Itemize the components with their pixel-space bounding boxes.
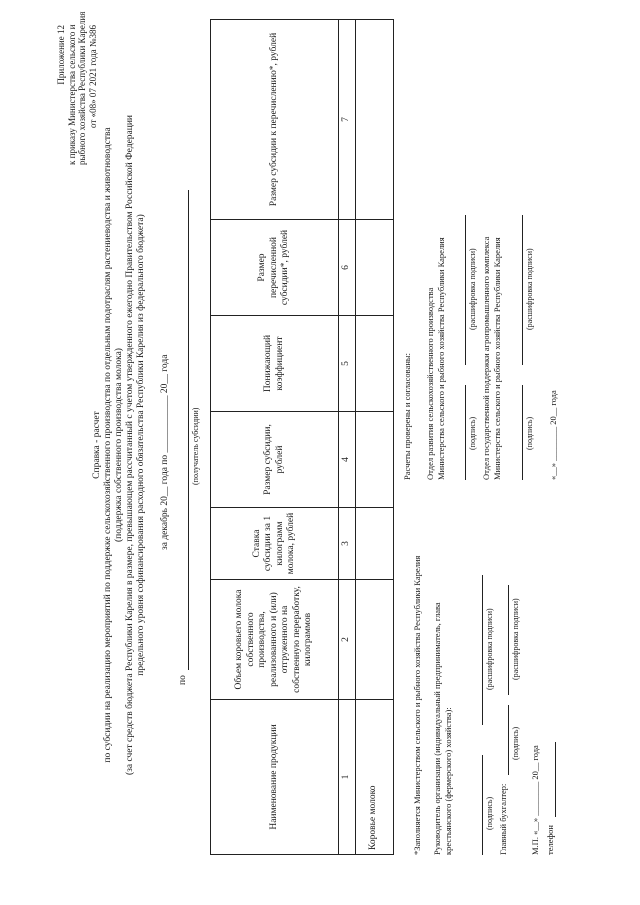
dept1-decode-line [465, 215, 466, 365]
dept2-decode-line [522, 215, 523, 365]
col-number: 4 [339, 412, 356, 508]
subsidy-table [210, 19, 394, 855]
appendix-line-4: от «08» 07 2021 года №386 [87, 25, 98, 128]
table-row [355, 20, 393, 855]
table-cell [355, 220, 393, 316]
accountant-decode-caption: (расшифровка подписи) [511, 598, 520, 680]
col-number: 1 [339, 700, 356, 855]
dept1-sign-line [465, 385, 466, 480]
head-label-2: крестьянского (фермерского) хозяйства): [443, 707, 453, 855]
left-signature-block [432, 602, 454, 855]
appendix-line-2: к приказу Министерства сельского и [66, 24, 77, 165]
header-product: Наименование продукции [211, 700, 339, 855]
accountant-sign-line [508, 705, 509, 775]
checked-label: Расчеты проверены и согласованы: [402, 353, 412, 480]
recipient-caption: (получатель субсидии) [191, 407, 200, 485]
head-sign-caption: (подпись) [485, 796, 494, 830]
appendix-line-1: Приложение 12 [56, 25, 66, 85]
table-cell [355, 580, 393, 700]
header-to-transfer: Размер субсидии к перечислению*, рублей [211, 20, 339, 220]
title-line-2: по субсидии на реализацию мероприятий по поддержке сельскохозяйственного производства по отдельным подотраслям растениеводства и животноводства [103, 127, 113, 763]
accountant-sign-caption: (подпись) [511, 726, 520, 760]
appendix-line-3: рыбного хозяйства Республики Карелия [77, 11, 87, 165]
dept2-label: Отдел государственной поддержки агропромышленного комплекса [481, 236, 491, 480]
table-cell [355, 508, 393, 580]
col-number: 2 [339, 580, 356, 700]
title-block [92, 45, 147, 845]
title-line-5: предельного уровня софинансирования расходного обязательства Республики Карелия из федерального бюджета) [136, 214, 146, 676]
header-transferred: Размер перечисленной субсидии*, рублей [211, 220, 339, 316]
col-number: 7 [339, 20, 356, 220]
header-rate: Ставка субсидии за 1 килограмм молока, рублей [211, 508, 339, 580]
col-number: 6 [339, 220, 356, 316]
table-cell [355, 316, 393, 412]
head-decode-caption: (расшифровка подписи) [485, 608, 494, 690]
ministry1-label: Министерства сельского и рыбного хозяйства Республики Карелия [436, 237, 446, 480]
dept2-sign-line [522, 385, 523, 480]
recipient-line [188, 190, 189, 670]
phone-line [555, 742, 556, 817]
period-line: за декабрь 20__ года по ____________ 20__ года [160, 354, 170, 550]
header-subsidy-size: Размер субсидии, рублей [211, 412, 339, 508]
head-label-1: Руководитель организации (индивидуальный предприниматель, глава [432, 602, 442, 855]
header-coefficient: Понижающий коэффициент [211, 316, 339, 412]
col-number: 3 [339, 508, 356, 580]
dept1-decode-caption: (расшифровка подписи) [468, 248, 477, 330]
col-number: 5 [339, 316, 356, 412]
table-header-row [211, 20, 339, 855]
stamp-date: М.П. «__» ________ 20__ года [530, 745, 540, 855]
table-number-row [339, 20, 356, 855]
header-volume: Объем коровьего молока собственного производства, реализованного и (или) отгруженного на собственную переработку, килограммов [211, 580, 339, 700]
table-cell [355, 20, 393, 220]
title-line-4: (за счет средств бюджета Республики Карелия в размере, превышающем рассчитанный с учетом утвержденного ежегодно Правительством Российской Федерации [125, 115, 135, 776]
phone-label: телефон [545, 825, 555, 855]
accountant-decode-line [508, 585, 509, 695]
dept2-sign-caption: (подпись) [525, 416, 534, 450]
title-line-1: Справка - расчет [92, 411, 102, 479]
dept2-block [481, 237, 503, 480]
recipient-to: по [178, 675, 188, 685]
dept1-sign-caption: (подпись) [468, 416, 477, 450]
product-cell: Коровье молоко [355, 700, 393, 855]
right-signature-block [402, 353, 413, 480]
head-sign-line [482, 755, 483, 855]
table-cell [355, 412, 393, 508]
dept2-decode-caption: (расшифровка подписи) [525, 248, 534, 330]
dept1-block [425, 237, 447, 480]
approval-date: «__» ________ 20__ года [548, 390, 558, 480]
title-line-3: (поддержка собственного производства молока) [114, 348, 124, 542]
head-decode-line [482, 575, 483, 725]
ministry2-label: Министерства сельского и рыбного хозяйства Республики Карелия [492, 237, 502, 480]
accountant-label: Главный бухгалтер: [498, 783, 508, 855]
footnote: *Заполняется Министерством сельского и рыбного хозяйства Республики Карелия [412, 555, 422, 855]
dept1-label: Отдел развития сельскохозяйственного производства [425, 287, 435, 480]
